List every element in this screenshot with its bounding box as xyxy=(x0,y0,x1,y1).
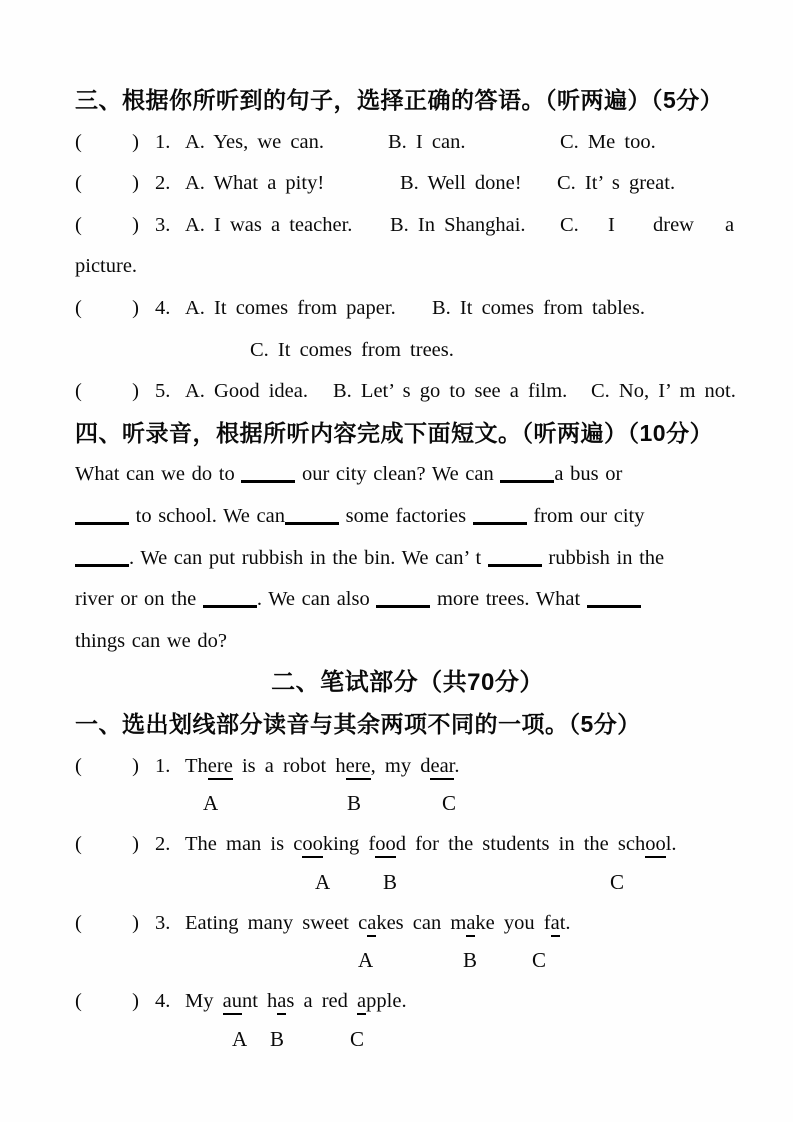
option-a[interactable]: A. Yes, we can. xyxy=(185,130,324,153)
paren-close: ) xyxy=(132,130,139,153)
paren-close: ) xyxy=(132,754,139,777)
sentence xyxy=(185,981,407,1023)
sentence-text: kes can m xyxy=(376,911,467,934)
sentence-text: king f xyxy=(322,833,376,856)
option-c-label[interactable]: C. xyxy=(560,213,579,236)
fill-blank[interactable] xyxy=(587,605,641,608)
choice-c[interactable]: C xyxy=(532,948,547,973)
sentence xyxy=(185,903,571,945)
listening-question-3-wrap xyxy=(75,246,740,288)
paren-close: ) xyxy=(132,213,139,236)
written-question-2-choices xyxy=(75,866,740,903)
choice-b[interactable]: B xyxy=(347,791,362,816)
passage-text: more trees. What xyxy=(430,588,587,611)
passage-text: . We can also xyxy=(256,588,377,611)
option-c[interactable]: C. It comes from trees. xyxy=(250,338,454,361)
fill-blank[interactable] xyxy=(203,605,257,608)
paren-close: ) xyxy=(132,296,139,319)
listening-question-5 xyxy=(75,371,740,413)
passage-line-5 xyxy=(75,621,740,663)
paren-close: ) xyxy=(132,833,139,856)
choice-a[interactable]: A xyxy=(315,869,331,894)
option-c[interactable]: C. Me too. xyxy=(560,130,656,153)
passage-text: to school. We can xyxy=(129,504,285,527)
sentence-text: , my d xyxy=(370,754,431,777)
underlined-part: a xyxy=(367,912,376,937)
passage-text: things can we do? xyxy=(75,629,227,652)
written-question-4-choices xyxy=(75,1023,740,1060)
option-b[interactable]: B. In Shanghai. xyxy=(390,213,526,236)
choice-b[interactable]: B xyxy=(383,869,398,894)
passage-line-1 xyxy=(75,454,740,496)
question-number: 1. xyxy=(155,130,171,153)
fill-blank[interactable] xyxy=(376,605,430,608)
question-number: 3. xyxy=(155,911,171,934)
fill-blank[interactable] xyxy=(473,522,527,525)
passage-text: some factories xyxy=(338,504,473,527)
question-number: 3. xyxy=(155,213,171,236)
passage-text: rubbish in the xyxy=(541,546,665,569)
listening-question-2 xyxy=(75,163,740,205)
paren-open: ( xyxy=(75,296,82,319)
question-number: 2. xyxy=(155,833,171,856)
sentence-text: Th xyxy=(185,754,208,777)
passage-text: . We can put rubbish in the bin. We can’ t xyxy=(129,546,488,569)
underlined-part: oo xyxy=(645,833,666,858)
choice-a[interactable]: A xyxy=(358,948,374,973)
answer-slot[interactable] xyxy=(75,122,139,164)
option-b[interactable]: B. I can. xyxy=(388,130,466,153)
answer-slot[interactable] xyxy=(75,371,139,413)
question-number: 4. xyxy=(155,296,171,319)
written-question-3-choices xyxy=(75,944,740,981)
option-a[interactable]: A. Good idea. xyxy=(185,380,309,403)
choice-b[interactable]: B xyxy=(270,1026,285,1051)
option-c-word: drew xyxy=(653,213,694,236)
underlined-part: ere xyxy=(346,755,371,780)
fill-blank[interactable] xyxy=(241,480,295,483)
sentence-text: The man is c xyxy=(185,833,303,856)
written-section-heading: 一、选出划线部分读音与其余两项不同的一项。（5分） xyxy=(75,710,641,737)
sentence xyxy=(185,746,460,788)
sentence-text: s a red xyxy=(286,990,358,1013)
choice-c[interactable]: C xyxy=(610,869,625,894)
passage-text: a bus or xyxy=(554,463,623,486)
question-number: 5. xyxy=(155,380,171,403)
section3-heading: 三、根据你所听到的句子，选择正确的答语。（听两遍）（5分） xyxy=(75,87,724,113)
option-a[interactable]: A. It comes from paper. xyxy=(185,296,396,319)
sentence-text: . xyxy=(454,754,460,777)
sentence-text: ke you f xyxy=(475,911,551,934)
sentence-text: My xyxy=(185,990,223,1013)
listening-question-3 xyxy=(75,205,740,247)
question-number: 1. xyxy=(155,754,171,777)
sentence-text: Eating many sweet c xyxy=(185,911,368,934)
choice-b[interactable]: B xyxy=(463,948,478,973)
underlined-part: ear xyxy=(430,755,454,780)
fill-blank[interactable] xyxy=(488,564,542,567)
listening-question-4-option-c-line xyxy=(75,330,740,372)
sentence-text: is a robot h xyxy=(232,754,346,777)
sentence-text: l. xyxy=(665,833,677,856)
paren-open: ( xyxy=(75,990,82,1013)
paren-open: ( xyxy=(75,172,82,195)
answer-slot[interactable] xyxy=(75,288,139,330)
choice-c[interactable]: C xyxy=(442,791,457,816)
paren-open: ( xyxy=(75,130,82,153)
paren-open: ( xyxy=(75,213,82,236)
choice-c[interactable]: C xyxy=(350,1026,365,1051)
paren-close: ) xyxy=(132,380,139,403)
option-b[interactable]: B. Let’ s go to see a film. xyxy=(333,380,568,403)
answer-slot[interactable] xyxy=(75,981,139,1023)
option-c-word: a xyxy=(725,213,735,236)
fill-blank[interactable] xyxy=(75,564,129,567)
option-b[interactable]: B. It comes from tables. xyxy=(432,296,645,319)
underlined-part: a xyxy=(277,990,286,1015)
paren-open: ( xyxy=(75,911,82,934)
sentence-text: d for the students in the sch xyxy=(395,833,646,856)
part2-title: 二、笔试部分（共70分） xyxy=(271,669,544,697)
option-a[interactable]: A. I was a teacher. xyxy=(185,213,353,236)
underlined-part: oo xyxy=(302,833,323,858)
choice-a[interactable]: A xyxy=(232,1026,248,1051)
option-c[interactable]: C. No, I’ m not. xyxy=(591,380,736,403)
underlined-part: ere xyxy=(208,755,233,780)
page-content xyxy=(75,80,740,1060)
question-number: 4. xyxy=(155,990,171,1013)
option-c-wrap-text: picture. xyxy=(75,255,138,278)
passage-line-2 xyxy=(75,496,740,538)
fill-blank[interactable] xyxy=(285,522,339,525)
choice-a[interactable]: A xyxy=(203,791,219,816)
written-question-2 xyxy=(75,824,740,866)
passage-text: river or on the xyxy=(75,588,203,611)
paren-close: ) xyxy=(132,911,139,934)
passage-line-3 xyxy=(75,538,740,580)
paren-open: ( xyxy=(75,754,82,777)
option-c-word: I xyxy=(608,213,615,236)
written-question-4 xyxy=(75,981,740,1023)
sentence xyxy=(185,824,677,866)
answer-slot[interactable] xyxy=(75,746,139,788)
sentence-text: t. xyxy=(559,911,571,934)
written-question-1 xyxy=(75,746,740,788)
option-c[interactable]: C. It’ s great. xyxy=(557,172,676,195)
answer-slot[interactable] xyxy=(75,824,139,866)
underlined-part: oo xyxy=(375,833,396,858)
passage-text: What can we do to xyxy=(75,463,242,486)
paren-open: ( xyxy=(75,833,82,856)
question-number: 2. xyxy=(155,172,171,195)
underlined-part: au xyxy=(223,990,242,1015)
fill-blank[interactable] xyxy=(75,522,129,525)
answer-slot[interactable] xyxy=(75,163,139,205)
passage-text: our city clean? We can xyxy=(295,463,501,486)
passage-line-4 xyxy=(75,579,740,621)
option-a[interactable]: A. What a pity! xyxy=(185,172,325,195)
underlined-part: a xyxy=(466,912,475,937)
underlined-part: a xyxy=(357,990,366,1015)
paren-close: ) xyxy=(132,172,139,195)
underlined-part: a xyxy=(551,912,560,937)
paren-open: ( xyxy=(75,380,82,403)
sentence-text: pple. xyxy=(366,990,407,1013)
written-question-1-choices xyxy=(75,787,740,824)
passage-text: from our city xyxy=(526,504,645,527)
answer-slot[interactable] xyxy=(75,205,139,247)
section4-heading: 四、听录音，根据所听内容完成下面短文。（听两遍）（10分） xyxy=(75,419,714,446)
written-question-3 xyxy=(75,903,740,945)
listening-question-4 xyxy=(75,288,740,330)
answer-slot[interactable] xyxy=(75,903,139,945)
listening-question-1 xyxy=(75,122,740,164)
fill-blank[interactable] xyxy=(500,480,554,483)
paren-close: ) xyxy=(132,990,139,1013)
sentence-text: nt h xyxy=(241,990,278,1013)
option-b[interactable]: B. Well done! xyxy=(400,172,522,195)
